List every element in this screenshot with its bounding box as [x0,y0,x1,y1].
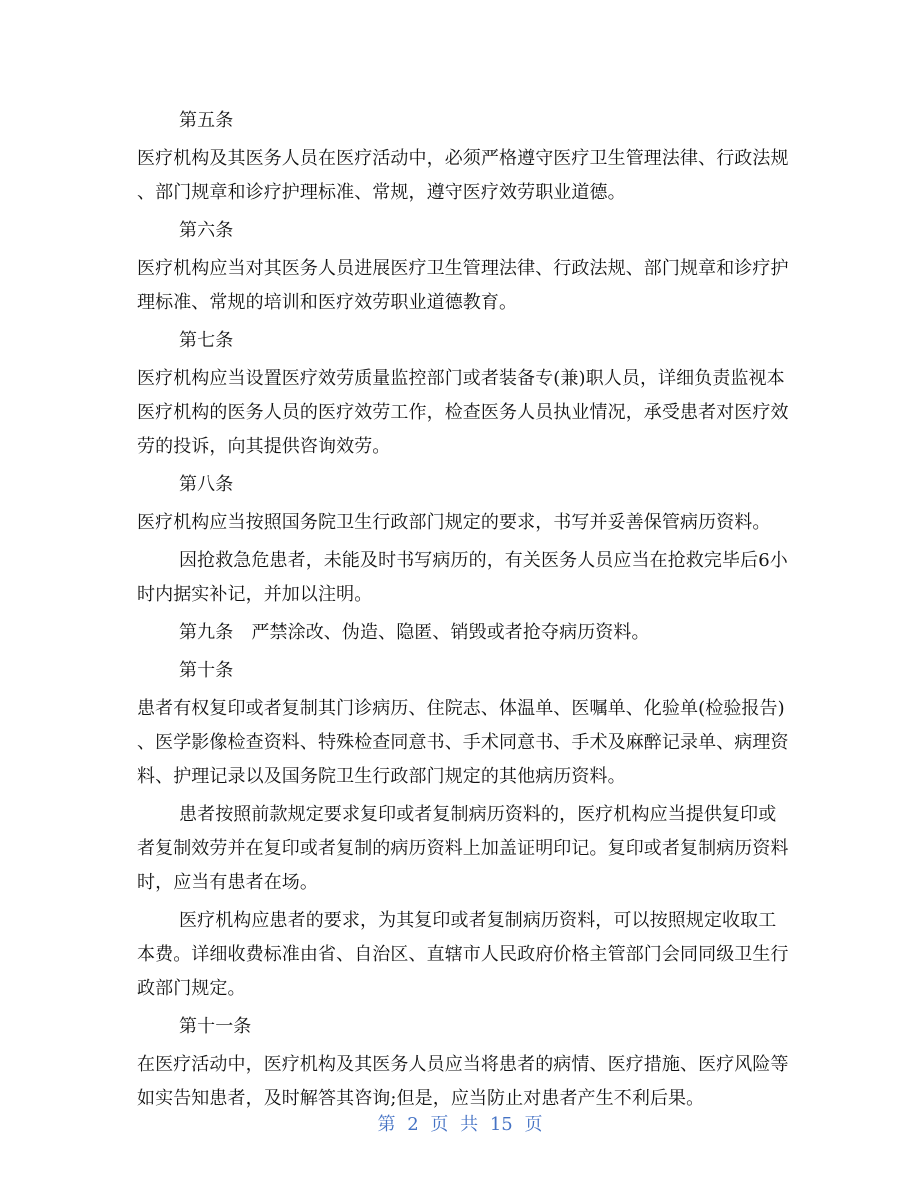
text-line: 本费。详细收费标准由省、自治区、直辖市人民政府价格主管部门会同同级卫生行 [137,944,789,965]
paragraph [137,362,792,464]
text-line: 在医疗活动中，医疗机构及其医务人员应当将患者的病情、医疗措施、医疗风险等 [137,1054,789,1075]
paragraph [137,904,792,1006]
paragraph [137,468,792,502]
text-line: 第五条 [179,110,234,131]
text-line: 第七条 [179,330,234,351]
text-line: 医疗机构应患者的要求，为其复印或者复制病历资料，可以按照规定收取工 [179,910,777,931]
text-line: 、部门规章和诊疗护理标准、常规，遵守医疗效劳职业道德。 [137,182,626,203]
document-body [137,104,792,1120]
text-line: 医疗机构的医务人员的医疗效劳工作，检查医务人员执业情况，承受患者对医疗效 [137,402,789,423]
text-line: 理标准、常规的培训和医疗效劳职业道德教育。 [137,292,518,313]
text-line: 第八条 [179,474,234,495]
paragraph [137,692,792,794]
text-line: 患者有权复印或者复制其门诊病历、住院志、体温单、医嘱单、化验单(检验报告) [137,698,785,719]
text-line: 因抢救急危患者，未能及时书写病历的，有关医务人员应当在抢救完毕后6小 [179,550,788,571]
text-line: 第十一条 [179,1016,252,1037]
paragraph [137,214,792,248]
paragraph [137,1048,792,1116]
text-line: 第九条 严禁涂改、伪造、隐匿、销毁或者抢夺病历资料。 [179,622,650,643]
text-line: 医疗机构应当对其医务人员进展医疗卫生管理法律、行政法规、部门规章和诊疗护 [137,258,789,279]
text-line: 医疗机构应当按照国务院卫生行政部门规定的要求，书写并妥善保管病历资料。 [137,512,771,533]
paragraph [137,798,792,900]
paragraph [137,654,792,688]
text-line: 第十条 [179,660,234,681]
paragraph [137,142,792,210]
text-line: 料、护理记录以及国务院卫生行政部门规定的其他病历资料。 [137,766,626,787]
text-line: 政部门规定。 [137,978,246,999]
paragraph [137,104,792,138]
text-line: 医疗机构及其医务人员在医疗活动中，必须严格遵守医疗卫生管理法律、行政法规 [137,148,789,169]
paragraph [137,324,792,358]
text-line: 患者按照前款规定要求复印或者复制病历资料的，医疗机构应当提供复印或 [179,804,777,825]
text-line: 医疗机构应当设置医疗效劳质量监控部门或者装备专(兼)职人员，详细负责监视本 [137,368,785,389]
text-line: 第六条 [179,220,234,241]
paragraph [137,544,792,612]
paragraph [137,506,792,540]
page-footer: 第 2 页 共 15 页 [377,1114,543,1135]
text-line: 劳的投诉，向其提供咨询效劳。 [137,436,391,457]
text-line: 时，应当有患者在场。 [137,872,318,893]
text-line: 者复制效劳并在复印或者复制的病历资料上加盖证明印记。复印或者复制病历资料 [137,838,789,859]
paragraph [137,1010,792,1044]
text-line: 、医学影像检查资料、特殊检查同意书、手术同意书、手术及麻醉记录单、病理资 [137,732,789,753]
text-line: 如实告知患者，及时解答其咨询;但是，应当防止对患者产生不利后果。 [137,1088,705,1109]
text-line: 时内据实补记，并加以注明。 [137,584,373,605]
paragraph [137,616,792,650]
paragraph [137,252,792,320]
